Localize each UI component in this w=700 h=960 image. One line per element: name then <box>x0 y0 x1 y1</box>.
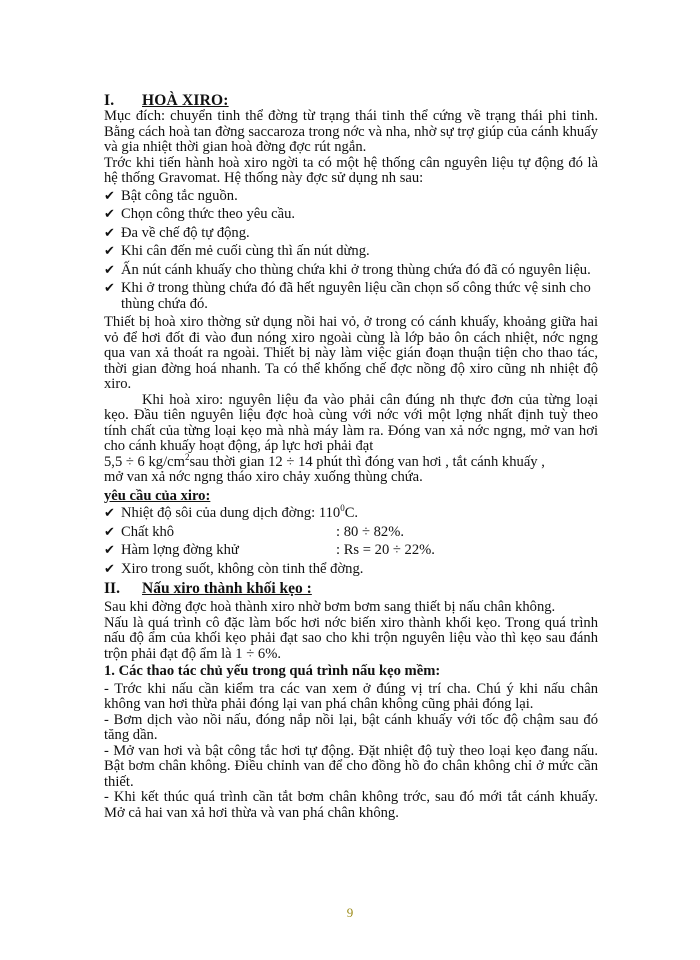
section-number: II. <box>104 580 120 597</box>
list-item <box>104 189 598 205</box>
paragraph: 5,5 ÷ 6 $kg/cm^2sau$ thời gian 12 ÷ 14 phút thì đóng van hơi , tắt cánh khuấy , <box>104 451 545 470</box>
list-item-text: Đa về chế độ tự động. <box>121 224 250 241</box>
paragraph: Khi hoà xiro: nguyên liệu đa vào phải cân đúng nh thực đơn của từng loại kẹo. Đầu tiên nguyên liệu đợc hoà cùng với nớc với một lợng nhất định tuỳ theo tính chất của từng loại kẹo mà nhà máy làm ra. Đóng van xả nớc ngng, mở van hơi cho cánh khuấy hoạt động, áp lực hơi phải đạt <box>104 391 598 454</box>
list-item <box>104 263 598 279</box>
checkmark-icon: ✔ <box>104 225 115 241</box>
list-item-text: Ấn nút cánh khuấy cho thùng chứa khi ở trong thùng chứa đó đã có nguyên liệu. <box>121 261 591 278</box>
subsection-heading: 1. Các thao tác chủ yếu trong quá trình nấu kẹo mềm: <box>104 663 441 679</box>
list-item <box>104 281 598 312</box>
checkmark-icon: ✔ <box>104 262 115 278</box>
list-item <box>104 244 598 260</box>
paragraph: - Trớc khi nấu cần kiểm tra các van xem ở đúng vị trí cha. Chú ý khi nấu chân không van hơi thừa phải đóng lại van phá chân không cũng phải đóng lại. <box>104 680 598 712</box>
section-number: I. <box>104 92 115 109</box>
paragraph: - Mở van hơi và bật công tắc hơi tự động. Đặt nhiệt độ tuỳ theo loại kẹo đang nấu. Bật bơm chân không. Điều chỉnh van để cho đồng hồ đo chân không chỉ ở mức cần thiết. <box>104 742 598 790</box>
paragraph: Nấu là quá trình cô đặc làm bốc hơi nớc biến xiro thành khối kẹo. Trong quá trình nấu độ ẩm của khối kẹo phải đạt sao cho khi trộn nguyên liệu vào thì kẹo sau đánh trộn phải đạt độ ẩm là 1 ÷ 6%. <box>104 614 598 662</box>
paragraph: Mục đích: chuyển tinh thể đờng từ trạng thái tinh thể cứng về trạng thái phi tinh. Bằng cách hoà tan đờng saccaroza trong nớc và nha, nhờ sự trợ giúp của cánh khuấy và gia nhiệt thời gian hoà đờng đợc rút ngắn. <box>104 108 598 155</box>
paragraph: - Khi kết thúc quá trình cần tắt bơm chân không trớc, sau đó mới tắt cánh khuấy. Mở cả hai van xả hơi thừa và van phá chân không. <box>104 789 598 821</box>
page-content <box>104 92 598 821</box>
list-item: ✔ Xiro trong suốt, không còn tinh thể đờng. <box>104 560 364 577</box>
requirements-heading: yêu cầu của xiro: <box>104 487 211 504</box>
checklist-steps <box>104 189 598 313</box>
checkmark-icon: ✔ <box>104 543 115 558</box>
paragraph: - Bơm dịch vào nồi nấu, đóng nắp nồi lại, bật cánh khuấy với tốc độ chậm sau đó tăng dần. <box>104 711 598 743</box>
list-item: ✔ Nhiệt độ sôi của dung dịch đờng: $110^0C$. <box>104 503 359 521</box>
list-item-text: Bật công tắc nguồn. <box>121 187 238 204</box>
list-item: ✔ Chất khô : 80 ÷ 82%. <box>104 523 405 540</box>
section-title: Nấu xiro thành khối kẹo : <box>142 580 312 597</box>
checkmark-icon: ✔ <box>104 524 115 540</box>
checkmark-icon: ✔ <box>104 244 115 259</box>
list-item <box>104 207 598 223</box>
page-number: 9 <box>346 905 354 920</box>
section-title: HOÀ XIRO: <box>142 92 229 109</box>
list-item: ✔ Hàm lợng đờng khử : Rs = 20 ÷ 22%. <box>104 542 435 558</box>
checkmark-icon: ✔ <box>104 506 115 521</box>
list-item-text: Khi cân đến mẻ cuối cùng thì ấn nút dừng. <box>121 243 370 259</box>
paragraph: Thiết bị hoà xiro thờng sử dụng nồi hai vỏ, ở trong có cánh khuấy, khoảng giữa hai vỏ để hơi đốt đi vào đun nóng xiro ngoài cùng là lớp bảo ôn cách nhiệt, nớc ngng qua van xả thoát ra ngoài. Thiết bị này làm việc gián đoạn thuận tiện cho thao tác, thời gian đờng hoá nhanh. Ta có thể khống chế đợc nồng độ xiro cũng nh nhiệt độ xiro. <box>104 314 598 392</box>
list-item <box>104 226 598 242</box>
checkmark-icon: ✔ <box>104 281 115 296</box>
list-item-text: Chọn công thức theo yêu cầu. <box>121 206 296 222</box>
requirements-list <box>104 503 598 577</box>
section-heading-2 <box>104 580 598 598</box>
paragraph: Trớc khi tiến hành hoà xiro ngời ta có một hệ thống cân nguyên liệu tự động đó là hệ thống Gravomat. Hệ thống này đợc sử dụng nh sau: <box>104 154 598 186</box>
section-heading-1 <box>104 92 598 109</box>
checkmark-icon: ✔ <box>104 561 115 577</box>
checkmark-icon: ✔ <box>104 188 115 204</box>
paragraph: Sau khi đờng đợc hoà thành xiro nhờ bơm bơm sang thiết bị nấu chân không. <box>104 599 556 615</box>
paragraph: mở van xả nớc ngng tháo xiro chảy xuống thùng chứa. <box>104 469 423 485</box>
list-item-text: Khi ở trong thùng chứa đó đã hết nguyên liệu cần chọn số công thức vệ sinh cho thùng chứa đó. <box>121 280 591 312</box>
checkmark-icon: ✔ <box>104 207 115 222</box>
